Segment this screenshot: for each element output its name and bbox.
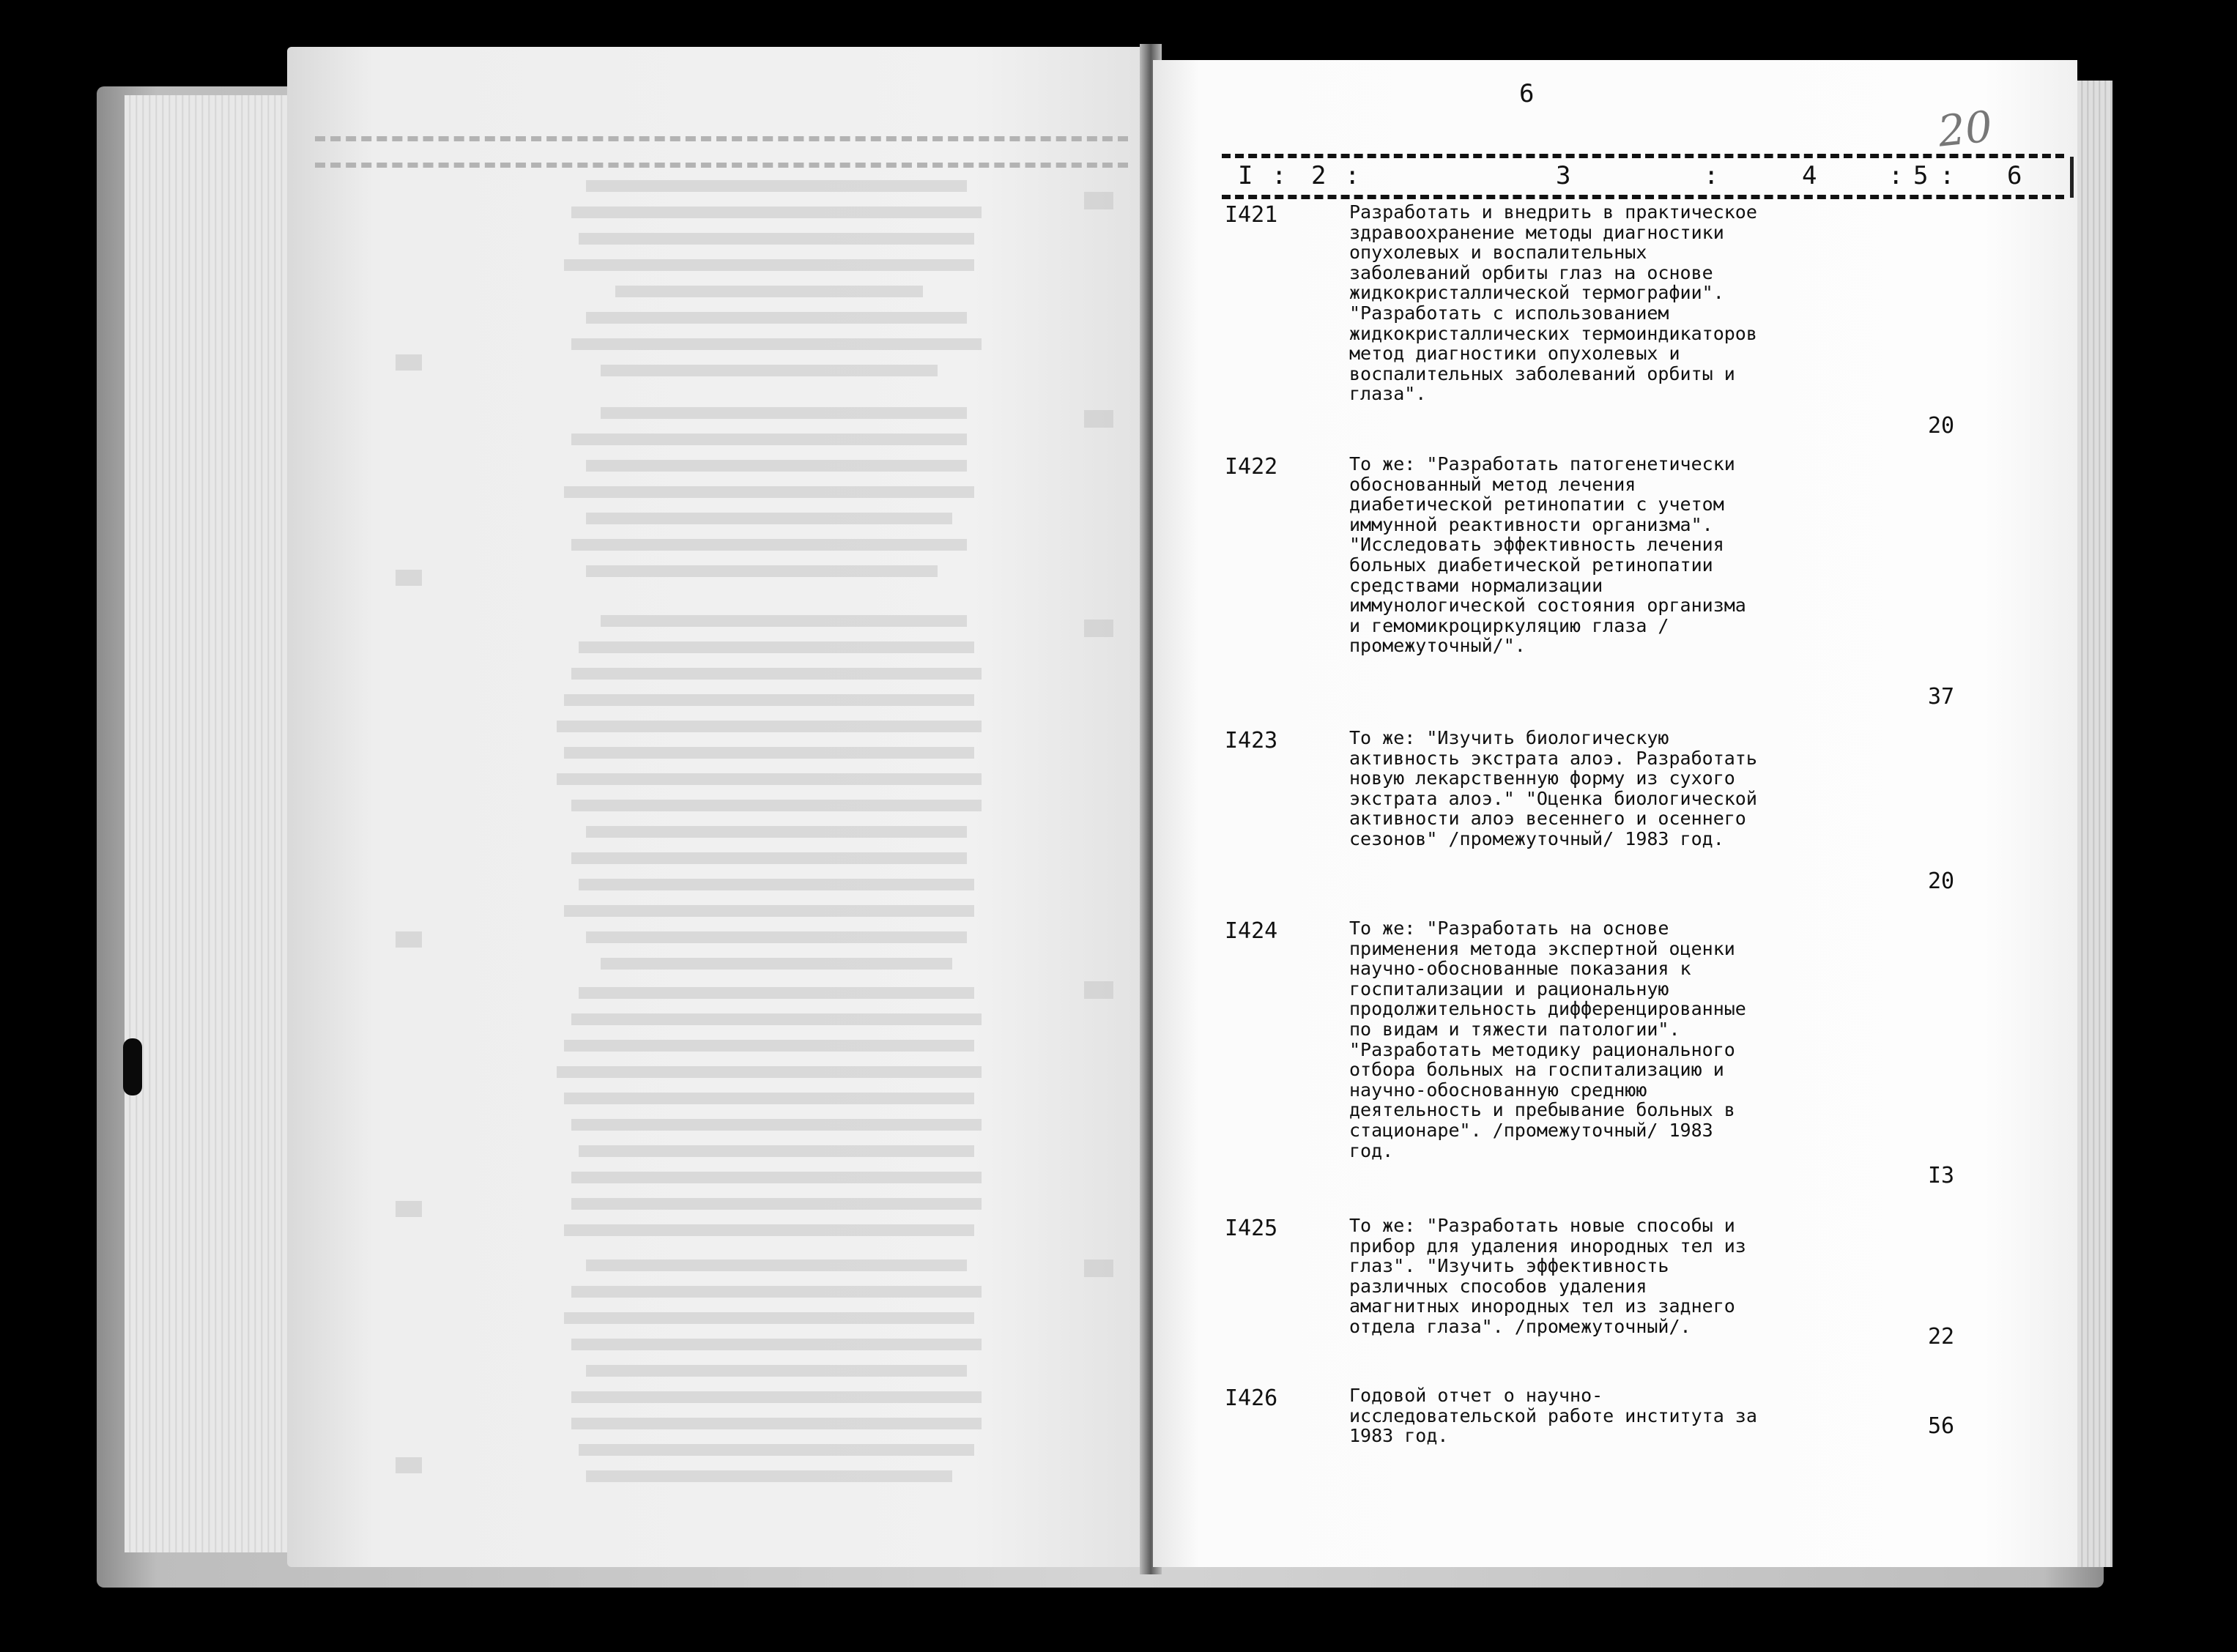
column-separator: : bbox=[1940, 161, 1955, 190]
column-header-number: I bbox=[1238, 161, 1253, 190]
left-page-ghost-header-rule bbox=[315, 136, 1128, 141]
entry-title: Разработать и внедрить в практическое здравоохранение методы диагностики опухолевых и воспалительных заболеваний орбиты глаз на основе жидкокристаллической термографии". "Разработать с использованием жидкокристаллических термоиндикаторов метод диагностики опухолевых и воспалительных заболеваний орбиты и глаза". bbox=[1349, 201, 1757, 405]
left-page-stack bbox=[125, 95, 300, 1552]
entry-sheet-count: I3 bbox=[1928, 1163, 1955, 1188]
column-header-title: 3 bbox=[1556, 161, 1571, 190]
entry-title: То же: "Изучить биологическую активность экстрата алоэ. Разработать новую лекарственную форму из сухого экстрата алоэ." "Оценка биологической активности алоэ весеннего и осеннего сезонов" /промежуточный/ 1983 год. bbox=[1349, 727, 1757, 849]
entry-number: I425 bbox=[1225, 1216, 1278, 1241]
entry-number: I426 bbox=[1225, 1385, 1278, 1411]
column-separator: : bbox=[1704, 161, 1719, 190]
entry-number: I422 bbox=[1225, 454, 1278, 480]
entry-sheet-count: 20 bbox=[1928, 868, 1955, 894]
entry-sheet-count: 56 bbox=[1928, 1413, 1955, 1439]
entry-number: I424 bbox=[1225, 918, 1278, 944]
entry-title: То же: "Разработать новые способы и прибор для удаления инородных тел из глаз". "Изучить эффективность различных способов удаления амагнитных инородных тел из заднего отдела глаза". /промежуточный/. bbox=[1349, 1215, 1746, 1337]
binding-hole bbox=[123, 1038, 142, 1095]
entry-title: То же: "Разработать на основе применения метода экспертной оценки научно-обоснованные показания к госпитализации и рациональную продолжительность дифференцированные по видам и тяжести патологии". "Разработать методику рационального отбора больных на госпитализацию и научно-обоснованную среднюю деятельность и пребывание больных в стационаре". /промежуточный/ 1983 год. bbox=[1349, 918, 1746, 1161]
entry-number: I421 bbox=[1225, 202, 1278, 228]
entry-sheet-count: 37 bbox=[1928, 684, 1955, 710]
entry-title: Годовой отчет о научно-исследовательской работе института за 1983 год. bbox=[1349, 1385, 1757, 1447]
column-header-old-number: 2 bbox=[1311, 161, 1327, 190]
archive-folio-number: 20 bbox=[1935, 101, 1995, 157]
column-separator: : bbox=[1888, 161, 1904, 190]
entry-sheet-count: 22 bbox=[1928, 1324, 1955, 1350]
column-separator: : bbox=[1345, 161, 1360, 190]
entry-number: I423 bbox=[1225, 728, 1278, 754]
column-separator: : bbox=[1272, 161, 1287, 190]
column-header-notes: 6 bbox=[2007, 161, 2022, 190]
entry-sheet-count: 20 bbox=[1928, 413, 1955, 439]
header-end-bar bbox=[2070, 157, 2080, 198]
header-dashed-rule bbox=[1222, 195, 2064, 199]
right-page-stack bbox=[2077, 81, 2112, 1567]
column-header-sheets: 5 bbox=[1913, 161, 1929, 190]
column-header-dates: 4 bbox=[1802, 161, 1817, 190]
left-page-ghost-header-rule bbox=[315, 163, 1128, 168]
page-number: 6 bbox=[1519, 79, 1535, 108]
entry-title: То же: "Разработать патогенетически обоснованный метод лечения диабетической ретинопатии с учетом иммунной реактивности организма". "Исследовать эффективность лечения больных диабетической ретинопатии средствами нормализации иммунологической состояния организма и гемомикроциркуляцию глаза /промежуточный/". bbox=[1349, 453, 1746, 657]
header-dashed-rule bbox=[1222, 154, 2064, 158]
